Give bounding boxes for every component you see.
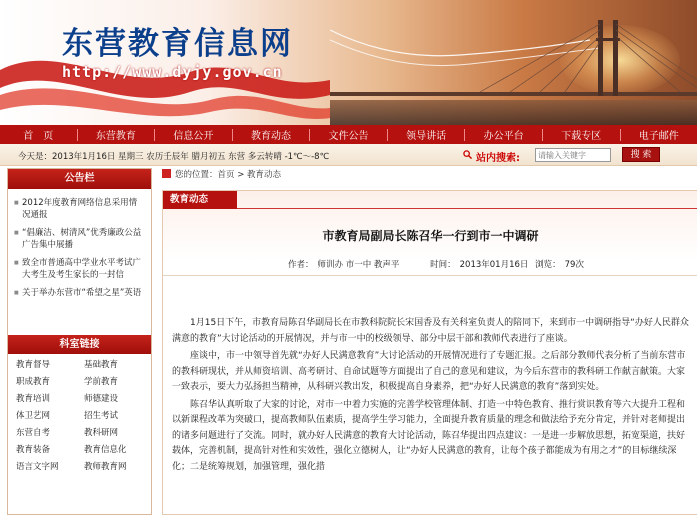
notice-board-title: 公告栏 bbox=[8, 169, 151, 189]
link-item[interactable]: 师德建设 bbox=[84, 394, 119, 404]
notice-item[interactable]: ■ 2012年度教育网络信息采用情况通报 bbox=[14, 197, 145, 221]
site-title: 东营教育信息网 bbox=[62, 26, 293, 62]
date-weather-text: 今天是：2013年1月16日 星期三 农历壬辰年 腊月初五 东营 多云转晴 -1℃～-8℃ bbox=[18, 152, 330, 162]
search-input[interactable] bbox=[535, 148, 611, 162]
link-item[interactable]: 教科研网 bbox=[84, 428, 119, 438]
article-meta bbox=[288, 258, 588, 270]
link-item[interactable]: 教育督导 bbox=[16, 360, 51, 370]
nav-item-dongying-education[interactable]: 东营教育 bbox=[95, 131, 136, 142]
search-label: 站内搜索: bbox=[476, 153, 520, 164]
main-nav bbox=[0, 125, 697, 144]
sidebar bbox=[7, 168, 152, 515]
link-item[interactable]: 教育装备 bbox=[16, 445, 51, 455]
link-item[interactable]: 语言文字网 bbox=[16, 462, 59, 472]
department-links bbox=[8, 354, 151, 474]
link-item[interactable]: 教育信息化 bbox=[84, 445, 127, 455]
link-item[interactable]: 教师教育网 bbox=[84, 462, 127, 472]
nav-item-office-platform[interactable]: 办公平台 bbox=[483, 131, 524, 142]
nav-item-home[interactable]: 首 页 bbox=[23, 131, 54, 142]
link-item[interactable]: 教育培训 bbox=[16, 394, 51, 404]
breadcrumb bbox=[162, 168, 281, 184]
article-time: 2013年01月16日 bbox=[459, 260, 529, 270]
article-title: 市教育局副局长陈召华一行到市一中调研 bbox=[322, 229, 539, 243]
link-item[interactable]: 招生考试 bbox=[84, 411, 119, 421]
time-label: 时间： bbox=[430, 260, 456, 270]
article-body bbox=[172, 316, 692, 477]
nav-item-email[interactable]: 电子邮件 bbox=[638, 131, 679, 142]
notice-item[interactable]: ■ 致全市普通高中学业水平考试广大考生及考生家长的一封信 bbox=[14, 257, 145, 281]
article-author: 师训办 市一中 教声平 bbox=[317, 260, 400, 270]
article-paragraph: 陈召华认真听取了大家的讨论，对市一中着力实施的完善学校管理体制、打造一中特色教育、推行赏识教育等六大提升工程和以新课程改革为突破口，提高教师队伍素质，提高学生学习能力，全面提升教育质量的理念和做法给予充分肯定，并针对老师提出的诸多问题进行了交流。同时，就办好人民满意的教育大讨论活动，陈召华提出四点建议：一是进一步解放思想，拓宽渠道，扶好载体，完善机制，提高针对性和实效性，强化立德树人，让“办好人民满意的教育，让每个孩子都能成为有用之才”的目标继续深化；二是统筹规划，加强管理，强化措 bbox=[172, 399, 686, 472]
location-icon bbox=[162, 169, 171, 178]
breadcrumb-text[interactable]: 您的位置：首页 > 教育动态 bbox=[175, 170, 282, 180]
author-label: 作者： bbox=[288, 260, 314, 270]
nav-item-downloads[interactable]: 下载专区 bbox=[561, 131, 602, 142]
nav-item-info-disclosure[interactable]: 信息公开 bbox=[173, 131, 214, 142]
meta-divider bbox=[163, 275, 697, 276]
notice-item[interactable]: ■ “倡廉洁、树清风”优秀廉政公益广告集中展播 bbox=[14, 227, 145, 251]
site-banner bbox=[0, 0, 697, 125]
nav-item-documents[interactable]: 文件公告 bbox=[328, 131, 369, 142]
nav-item-education-news[interactable]: 教育动态 bbox=[250, 131, 291, 142]
article-paragraph: 座谈中，市一中领导首先就“办好人民满意教育”大讨论活动的开展情况进行了专题汇报。之后部分教师代表分析了当前东营市的教科研现状，并从师资培训、高考研讨、自命试题等方面提出了自己的意见和建议，为今后东营市的教科研工作献言献策。大家一致表示，要大力弘扬担当精神，从科研兴教出发，积极提高自身素养，把“办好人民满意的教育”落到实处。 bbox=[172, 351, 686, 392]
link-item[interactable]: 体卫艺网 bbox=[16, 411, 51, 421]
search-button[interactable]: 搜 索 bbox=[622, 147, 660, 162]
main-content bbox=[162, 168, 697, 515]
notice-item[interactable]: ■ 关于举办东营市“希望之星”英语 bbox=[14, 287, 145, 299]
section-tab: 教育动态 bbox=[163, 191, 237, 209]
search-icon bbox=[463, 150, 472, 159]
water-reflection bbox=[330, 100, 697, 125]
views-label: 浏览： bbox=[535, 260, 561, 270]
article-paragraph: 1月15日下午，市教育局陈召华副局长在市教科院院长宋国香及有关科室负责人的陪同下，来到市一中调研指导“办好人民群众满意的教育”大讨论活动的开展情况，并与市一中的校级领导、部分中层干部和教师代表进行了座谈。 bbox=[172, 318, 689, 344]
link-item[interactable]: 学前教育 bbox=[84, 377, 119, 387]
section-divider bbox=[237, 208, 697, 209]
notice-list bbox=[8, 189, 151, 335]
nav-item-leader-speeches[interactable]: 领导讲话 bbox=[406, 131, 447, 142]
site-url: http://www.dyjy.gov.cn bbox=[62, 63, 283, 81]
link-item[interactable]: 职成教育 bbox=[16, 377, 51, 387]
article-views: 79次 bbox=[564, 260, 584, 270]
info-bar bbox=[0, 144, 697, 166]
link-item[interactable]: 基础教育 bbox=[84, 360, 119, 370]
department-links-title: 科室链接 bbox=[8, 335, 151, 354]
link-item[interactable]: 东营自考 bbox=[16, 428, 51, 438]
